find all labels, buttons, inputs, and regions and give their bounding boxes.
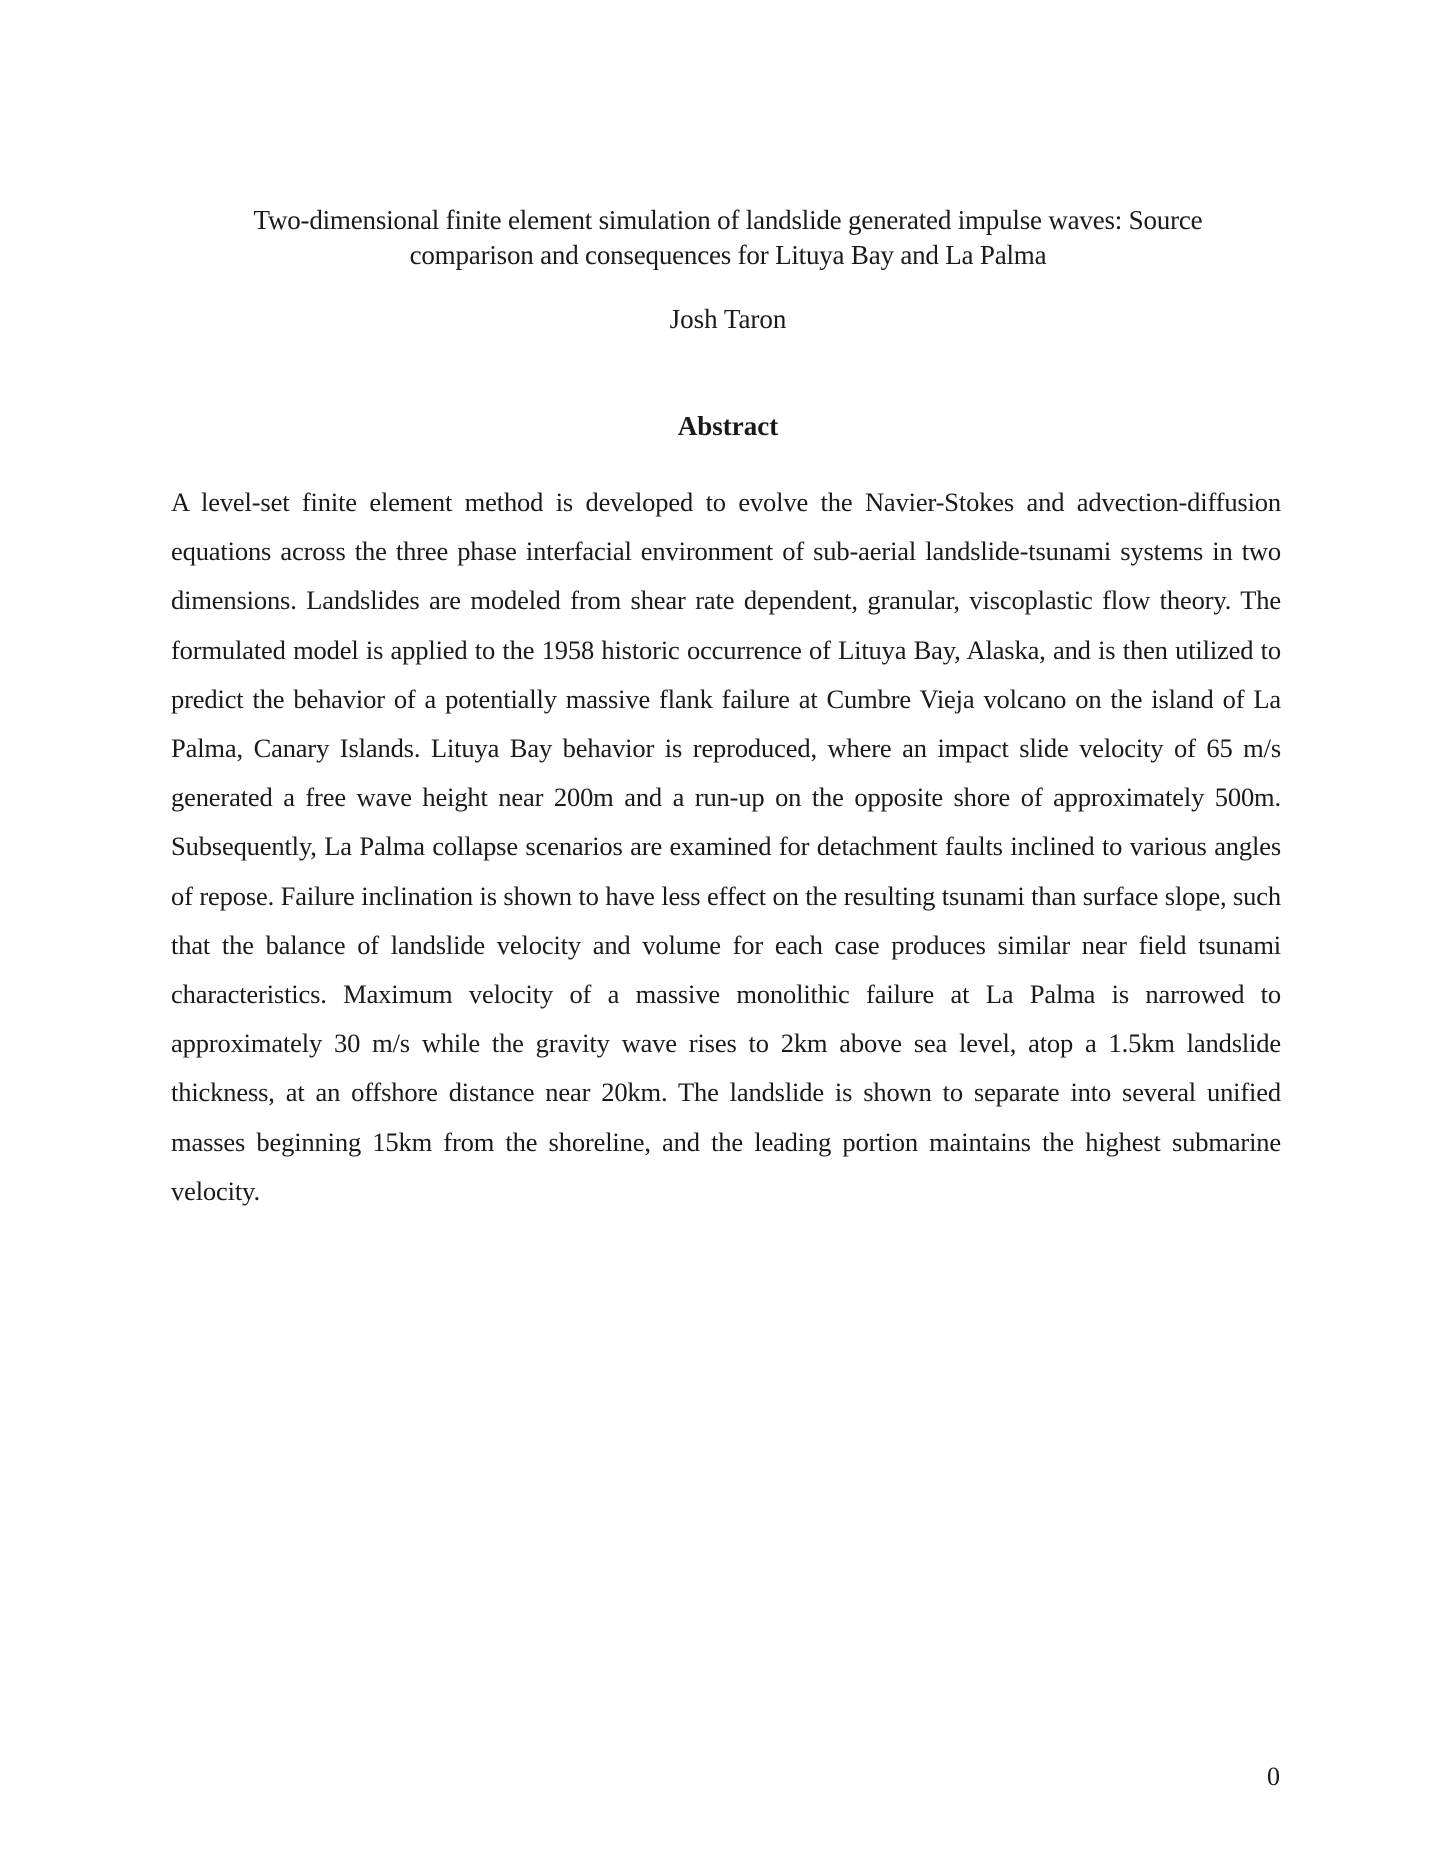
paper-author: Josh Taron [669,304,787,334]
page-number: 0 [1267,1762,1280,1791]
abstract-body: A level-set finite element method is developed to evolve the Navier-Stokes and advection-diffusion equations across the three phase interfacial environment of sub-aerial landslide-tsunami systems in two dimensions. Landslides are modeled from shear rate dependent, granular, viscoplastic flow theory. The formulated model is applied to the 1958 historic occurrence of Lituya Bay, Alaska, and is then utilized to predict the behavior of a potentially massive flank failure at Cumbre Vieja volcano on the island of La Palma, Canary Islands. Lituya Bay behavior is reproduced, where an impact slide velocity of 65 m/s generated a free wave height near 200m and a run-up on the opposite shore of approximately 500m. Subsequently, La Palma collapse scenarios are examined for detachment faults inclined to various angles of repose. Failure inclination is shown to have less effect on the resulting tsunami than surface slope, such that the balance of landslide velocity and volume for each case produces similar near field tsunami characteristics. Maximum velocity of a massive monolithic failure at La Palma is narrowed to approximately 30 m/s while the gravity wave rises to 2km above sea level, atop a 1.5km landslide thickness, at an offshore distance near 20km. The landslide is shown to separate into several unified masses beginning 15km from the shoreline, and the leading portion maintains the highest submarine velocity. [171,487,1281,1206]
paper-title: Two-dimensional finite element simulation of landslide generated impulse waves: Source comparison and consequences for Lituya Bay and La Palma [253,205,1203,270]
abstract-heading: Abstract [677,411,779,441]
